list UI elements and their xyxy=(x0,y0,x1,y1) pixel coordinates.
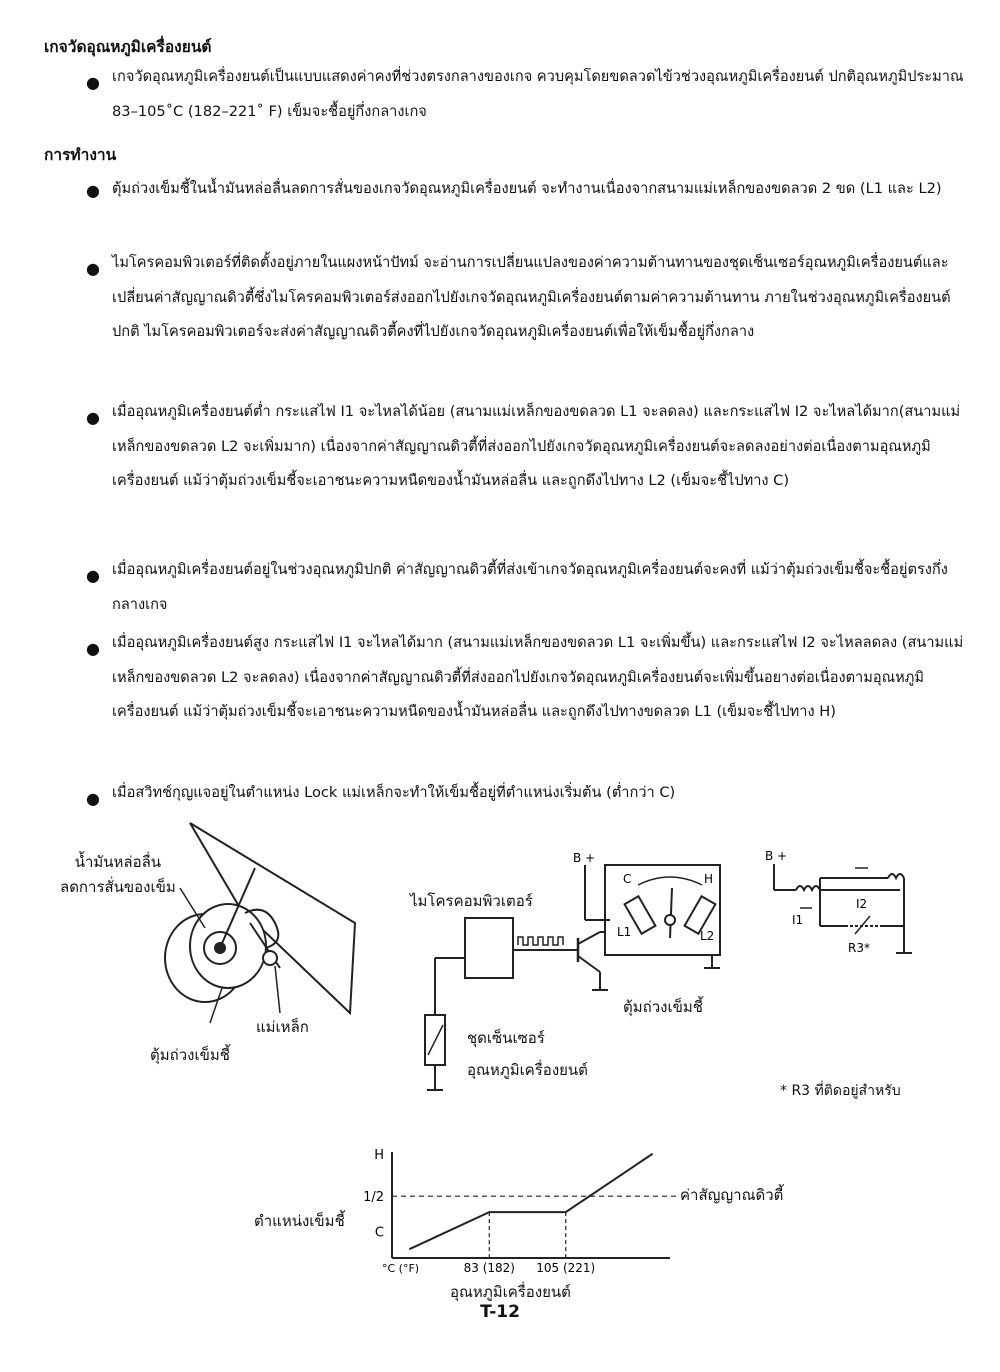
section-heading-operation: การทำงาน xyxy=(44,146,117,164)
paragraph-operation-2: ไมโครคอมพิวเตอร์ที่ติดตั้งอยู่ภายในแผงหน้าปัทม์ จะอ่านการเปลี่ยนแปลงของค่าความต้านทานของชุดเซ็นเซอร์อุณหภูมิเครื่องยนต์และเปลี่ยนค่าสัญญาณดิวตี้ซึ่งไมโครคอมพิวเตอร์ส่งออกไปยังเกจวัดอุณหภูมิเครื่องยนต์ตามค่าความต้านทาน ภายในช่วงอุณหภูมิเครื่องยนต์ปกติ ไมโครคอมพิวเตอร์จะส่งค่าสัญญาณดิวตี้คงที่ไปยังเกจวัดอุณหภูมิเครื่องยนต์เพื่อให้เข็มชื้อยู่กึ่งกลาง xyxy=(112,254,951,340)
needle-position-series-line xyxy=(409,1154,652,1249)
paragraph-gauge-overview: เกจวัดอุณหภูมิเครื่องยนต์เป็นแบบแสดงค่าคงที่ช่วงตรงกลางของเกจ ควบคุมโดยขดลวดไข้วช่วงอุณหภูมิเครื่องยนต์ ปกติอุณหภูมิประมาณ 83–105˚C (182–221˚ F) เข็มจะชื้อยู่กึ่งกลางเกจ xyxy=(112,68,964,120)
b-plus-label-2: B + xyxy=(765,849,788,863)
bullet-dot: ● xyxy=(86,566,100,585)
coil-current-diagram xyxy=(760,848,920,958)
microcomputer-label: ไมโครคอมพิวเตอร์ xyxy=(410,892,533,910)
coil-l1-label: L1 xyxy=(617,925,632,939)
temperature-unit-label: °C (°F) xyxy=(382,1262,420,1275)
bullet-dot: ● xyxy=(86,639,100,658)
graph-y-label: ตำแหน่งเข็มชี้ xyxy=(254,1212,345,1230)
resistor-r3-label: R3* xyxy=(848,941,870,955)
paragraph-operation-5: เมื่ออุณหภูมิเครื่องยนต์สูง กระแสไฟ I1 จะไหลได้มาก (สนามแม่เหล็กของขดลวด L1 จะเพิ่มขึ้น) และกระแสไฟ I2 จะไหลลดลง (สนามแม่เหล็กของขดลวด L2 จะลดลง) เนื่องจากค่าสัญญาณดิวตี้ที่ส่งออกไปยังเกจวัดอุณหภูมิเครื่องยนต์จะเพิ่มขึ้นอยางต่อเนื่องตามอุณหภูมิเครื่องยนต์ แม้ว่าตุ้มถ่วงเข็มชี้จะเอาชนะความหนืดของน้ำมันหล่อลื่น และถูกดึงไปทางขดลวด L1 (เข็มจะชี้ไปทาง H) xyxy=(112,634,964,720)
bullet-dot: ● xyxy=(86,73,100,92)
section-heading-gauge: เกจวัดอุณหภูมิเครื่องยนต์ xyxy=(44,38,212,56)
sensor-label: ชุดเซ็นเซอร์ xyxy=(467,1029,545,1047)
gauge-h-mark: H xyxy=(704,872,714,886)
x-tick-105: 105 (221) xyxy=(536,1261,596,1275)
balance-weight-label: ตุ้มถ่วงเข็มชี้ xyxy=(150,1046,230,1064)
graph-x-title: อุณหภูมิเครื่องยนต์ xyxy=(450,1283,571,1301)
coil-l2-label: L2 xyxy=(700,929,715,943)
paragraph-operation-3: เมื่ออุณหภูมิเครื่องยนต์ต่ำ กระแสไฟ I1 จะไหลได้น้อย (สนามแม่เหล็กของขดลวด L1 จะลดลง) และกระแสไฟ I2 จะไหลได้มาก(สนามแม่เหล็กของขดลวด L2 จะเพิ่มมาก) เนื่องจากค่าสัญญาณดิวตี้ที่ส่งออกไปยังเกจวัดอุณหภูมิเครื่องยนต์จะลดลงอย่างต่อเนื่องตามอุณหภูมิเครื่องยนต์ แม้ว่าตุ้มถ่วงเข็มชี้จะเอาชนะความหนืดของน้ำมันหล่อลื่น และถูกดึงไปทาง L2 (เข็มจะชี้ไปทาง C) xyxy=(112,403,961,489)
needle-position-chart xyxy=(350,1140,690,1280)
bullet-dot: ● xyxy=(86,789,100,808)
gauge-c-mark: C xyxy=(623,872,632,886)
b-plus-label: B + xyxy=(573,851,596,865)
current-i2-label: I2 xyxy=(856,897,868,911)
y-tick-c: C xyxy=(374,1225,384,1241)
oil-damping-label: น้ำมันหล่อลื่น ลดการสั่นของเข็ม xyxy=(60,853,176,896)
bullet-dot: ● xyxy=(86,181,100,200)
paragraph-operation-1: ตุ้มถ่วงเข็มชี้ในน้ำมันหล่อลื่นลดการสั่นของเกจวัดอุณหภูมิเครื่องยนต์ จะทำงานเนื่องจากสนามแม่เหล็กของขดลวด 2 ขด (L1 และ L2) xyxy=(112,180,942,197)
y-tick-half: 1/2 xyxy=(363,1190,384,1206)
y-tick-h: H xyxy=(374,1147,384,1163)
paragraph-operation-6: เมื่อสวิทช์กุญแจอยู่ในตำแหน่ง Lock แม่เหล็กจะทำให้เข็มชื้อยู่ที่ตำแหน่งเริ่มต้น (ต่ำกว่า C) xyxy=(112,784,676,801)
current-i1-label: I1 xyxy=(792,913,804,927)
sensor-sublabel: อุณหภูมิเครื่องยนต์ xyxy=(467,1061,588,1079)
bullet-dot: ● xyxy=(86,259,100,278)
bullet-dot: ● xyxy=(86,408,100,427)
page-number: T-12 xyxy=(480,1302,520,1322)
magnet-label: แม่เหล็ก xyxy=(256,1018,309,1036)
circuit-balance-weight-label: ตุ้มถ่วงเข็มชี้ xyxy=(623,998,703,1016)
paragraph-operation-4: เมื่ออุณหภูมิเครื่องยนต์อยู่ในช่วงอุณหภูมิปกติ ค่าสัญญาณดิวตี้ที่ส่งเข้าเกจวัดอุณหภูมิเครื่องยนต์จะคงที่ แม้ว่าตุ้มถ่วงเข็มชี้จะชื้อยู่ตรงกึ่งกลางเกจ xyxy=(112,561,948,613)
graph-duty-label: ค่าสัญญาณดิวตี้ xyxy=(680,1186,784,1204)
r3-footnote: * R3 ที่ติดอยู่สำหรับ xyxy=(780,1083,901,1099)
x-tick-83: 83 (182) xyxy=(463,1261,515,1275)
